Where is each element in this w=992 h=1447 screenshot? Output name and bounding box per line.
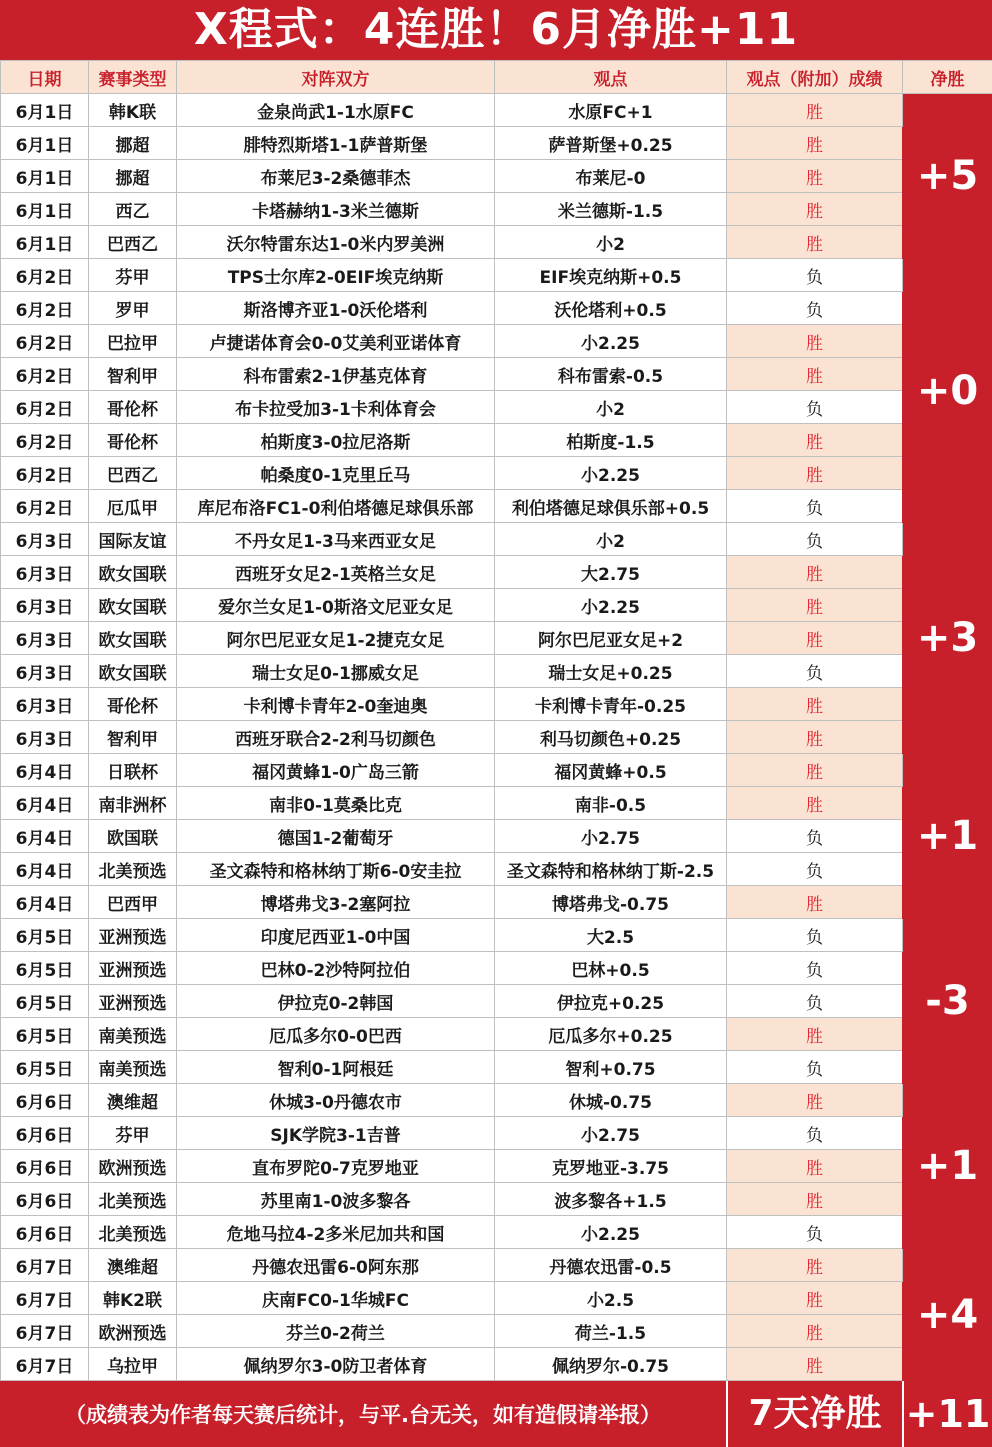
- table-row: [1, 787, 992, 820]
- cell-result: 胜: [727, 160, 903, 193]
- page-title: X程式：4连胜！6月净胜+11: [0, 0, 992, 60]
- table-row: [1, 1282, 992, 1315]
- cell-match: SJK学院3-1吉普: [177, 1117, 495, 1150]
- cell-result: 负: [727, 1117, 903, 1150]
- cell-date: 6月3日: [1, 556, 89, 589]
- cell-match: 瑞士女足0-1挪威女足: [177, 655, 495, 688]
- cell-result: 胜: [727, 589, 903, 622]
- cell-date: 6月6日: [1, 1117, 89, 1150]
- cell-pick: 小2.25: [495, 325, 727, 358]
- cell-result: 胜: [727, 193, 903, 226]
- cell-result: 胜: [727, 1249, 903, 1282]
- footer-bar: [0, 1381, 992, 1447]
- cell-match: 阿尔巴尼亚女足1-2捷克女足: [177, 622, 495, 655]
- cell-league: 韩K联: [89, 94, 177, 127]
- cell-pick: 瑞士女足+0.25: [495, 655, 727, 688]
- cell-result: 胜: [727, 886, 903, 919]
- cell-date: 6月1日: [1, 193, 89, 226]
- cell-league: 南美预选: [89, 1051, 177, 1084]
- cell-date: 6月3日: [1, 622, 89, 655]
- cell-result: 胜: [727, 226, 903, 259]
- day-net-value: +1: [903, 1084, 992, 1249]
- cell-league: 亚洲预选: [89, 952, 177, 985]
- cell-league: 韩K2联: [89, 1282, 177, 1315]
- cell-result: 负: [727, 1051, 903, 1084]
- table-row: [1, 1051, 992, 1084]
- cell-result: 负: [727, 655, 903, 688]
- table-row: [1, 754, 992, 787]
- cell-result: 胜: [727, 94, 903, 127]
- cell-result: 胜: [727, 1084, 903, 1117]
- table-row: [1, 1348, 992, 1381]
- cell-date: 6月3日: [1, 589, 89, 622]
- table-row: [1, 160, 992, 193]
- table-row: [1, 721, 992, 754]
- cell-pick: 南非-0.5: [495, 787, 727, 820]
- cell-result: 胜: [727, 1348, 903, 1381]
- cell-match: 德国1-2葡萄牙: [177, 820, 495, 853]
- cell-match: 布莱尼3-2桑德菲杰: [177, 160, 495, 193]
- cell-result: 胜: [727, 721, 903, 754]
- cell-pick: 利伯塔德足球俱乐部+0.5: [495, 490, 727, 523]
- cell-result: 负: [727, 259, 903, 292]
- cell-result: 胜: [727, 358, 903, 391]
- cell-result: 胜: [727, 754, 903, 787]
- cell-result: 负: [727, 952, 903, 985]
- header-pick: 观点: [495, 61, 727, 94]
- cell-date: 6月6日: [1, 1183, 89, 1216]
- table-row: [1, 325, 992, 358]
- cell-pick: 荷兰-1.5: [495, 1315, 727, 1348]
- cell-date: 6月2日: [1, 358, 89, 391]
- cell-date: 6月7日: [1, 1249, 89, 1282]
- cell-date: 6月1日: [1, 94, 89, 127]
- cell-result: 胜: [727, 556, 903, 589]
- day-net-value: +0: [903, 259, 992, 523]
- table-row: [1, 1084, 992, 1117]
- cell-match: TPS士尔库2-0EIF埃克纳斯: [177, 259, 495, 292]
- cell-pick: 小2.25: [495, 457, 727, 490]
- cell-match: 苏里南1-0波多黎各: [177, 1183, 495, 1216]
- table-row: [1, 391, 992, 424]
- cell-date: 6月2日: [1, 391, 89, 424]
- cell-league: 欧女国联: [89, 655, 177, 688]
- cell-date: 6月5日: [1, 1051, 89, 1084]
- cell-date: 6月6日: [1, 1216, 89, 1249]
- header-net: 净胜: [903, 61, 992, 94]
- cell-pick: 克罗地亚-3.75: [495, 1150, 727, 1183]
- cell-result: 胜: [727, 622, 903, 655]
- cell-match: 西班牙女足2-1英格兰女足: [177, 556, 495, 589]
- cell-pick: 福冈黄蜂+0.5: [495, 754, 727, 787]
- cell-league: 北美预选: [89, 1216, 177, 1249]
- footer-total-label: 7天净胜: [726, 1381, 902, 1447]
- cell-date: 6月5日: [1, 1018, 89, 1051]
- cell-pick: EIF埃克纳斯+0.5: [495, 259, 727, 292]
- cell-date: 6月7日: [1, 1348, 89, 1381]
- cell-date: 6月1日: [1, 127, 89, 160]
- table-row: [1, 589, 992, 622]
- cell-pick: 萨普斯堡+0.25: [495, 127, 727, 160]
- cell-match: 布卡拉受加3-1卡利体育会: [177, 391, 495, 424]
- cell-pick: 小2: [495, 523, 727, 556]
- cell-date: 6月5日: [1, 919, 89, 952]
- cell-league: 哥伦杯: [89, 391, 177, 424]
- header-result: 观点（附加）成绩: [727, 61, 903, 94]
- cell-match: 金泉尚武1-1水原FC: [177, 94, 495, 127]
- cell-league: 芬甲: [89, 1117, 177, 1150]
- cell-league: 哥伦杯: [89, 688, 177, 721]
- header-row: [1, 61, 992, 94]
- cell-pick: 小2: [495, 391, 727, 424]
- cell-date: 6月3日: [1, 721, 89, 754]
- cell-date: 6月3日: [1, 655, 89, 688]
- cell-match: 科布雷索2-1伊基克体育: [177, 358, 495, 391]
- cell-match: 库尼布洛FC1-0利伯塔德足球俱乐部: [177, 490, 495, 523]
- cell-league: 欧女国联: [89, 622, 177, 655]
- cell-league: 挪超: [89, 160, 177, 193]
- cell-match: 危地马拉4-2多米尼加共和国: [177, 1216, 495, 1249]
- cell-result: 胜: [727, 457, 903, 490]
- cell-match: 巴林0-2沙特阿拉伯: [177, 952, 495, 985]
- cell-pick: 小2: [495, 226, 727, 259]
- cell-match: 斯洛博齐亚1-0沃伦塔利: [177, 292, 495, 325]
- day-net-value: +4: [903, 1249, 992, 1381]
- cell-pick: 佩纳罗尔-0.75: [495, 1348, 727, 1381]
- cell-league: 南美预选: [89, 1018, 177, 1051]
- cell-date: 6月2日: [1, 292, 89, 325]
- cell-league: 智利甲: [89, 358, 177, 391]
- cell-pick: 博塔弗戈-0.75: [495, 886, 727, 919]
- cell-date: 6月2日: [1, 424, 89, 457]
- cell-league: 亚洲预选: [89, 985, 177, 1018]
- cell-league: 南非洲杯: [89, 787, 177, 820]
- cell-pick: 卡利博卡青年-0.25: [495, 688, 727, 721]
- cell-match: 庆南FC0-1华城FC: [177, 1282, 495, 1315]
- cell-match: 厄瓜多尔0-0巴西: [177, 1018, 495, 1051]
- cell-pick: 丹德农迅雷-0.5: [495, 1249, 727, 1282]
- cell-match: 圣文森特和格林纳丁斯6-0安圭拉: [177, 853, 495, 886]
- cell-league: 亚洲预选: [89, 919, 177, 952]
- table-row: [1, 952, 992, 985]
- table-row: [1, 490, 992, 523]
- cell-pick: 巴林+0.5: [495, 952, 727, 985]
- cell-date: 6月6日: [1, 1084, 89, 1117]
- cell-league: 厄瓜甲: [89, 490, 177, 523]
- cell-result: 负: [727, 292, 903, 325]
- cell-league: 挪超: [89, 127, 177, 160]
- cell-result: 负: [727, 1216, 903, 1249]
- table-row: [1, 457, 992, 490]
- cell-date: 6月7日: [1, 1315, 89, 1348]
- cell-date: 6月5日: [1, 985, 89, 1018]
- cell-match: 智利0-1阿根廷: [177, 1051, 495, 1084]
- cell-pick: 小2.25: [495, 1216, 727, 1249]
- table-row: [1, 688, 992, 721]
- table-row: [1, 1216, 992, 1249]
- cell-match: 福冈黄蜂1-0广岛三箭: [177, 754, 495, 787]
- cell-pick: 小2.25: [495, 589, 727, 622]
- cell-league: 欧女国联: [89, 556, 177, 589]
- cell-match: 博塔弗戈3-2塞阿拉: [177, 886, 495, 919]
- cell-pick: 小2.75: [495, 820, 727, 853]
- cell-match: 丹德农迅雷6-0阿东那: [177, 1249, 495, 1282]
- header-match: 对阵双方: [177, 61, 495, 94]
- day-net-value: +5: [903, 94, 992, 259]
- cell-league: 巴西甲: [89, 886, 177, 919]
- cell-pick: 大2.5: [495, 919, 727, 952]
- table-row: [1, 655, 992, 688]
- cell-pick: 波多黎各+1.5: [495, 1183, 727, 1216]
- cell-match: 芬兰0-2荷兰: [177, 1315, 495, 1348]
- cell-result: 负: [727, 523, 903, 556]
- cell-league: 日联杯: [89, 754, 177, 787]
- table-row: [1, 193, 992, 226]
- cell-date: 6月1日: [1, 226, 89, 259]
- cell-league: 智利甲: [89, 721, 177, 754]
- cell-match: 爱尔兰女足1-0斯洛文尼亚女足: [177, 589, 495, 622]
- cell-league: 巴拉甲: [89, 325, 177, 358]
- cell-match: 伊拉克0-2韩国: [177, 985, 495, 1018]
- cell-match: 腓特烈斯塔1-1萨普斯堡: [177, 127, 495, 160]
- table-row: [1, 292, 992, 325]
- cell-date: 6月3日: [1, 688, 89, 721]
- cell-pick: 利马切颜色+0.25: [495, 721, 727, 754]
- cell-date: 6月4日: [1, 754, 89, 787]
- cell-match: 直布罗陀0-7克罗地亚: [177, 1150, 495, 1183]
- cell-match: 卡塔赫纳1-3米兰德斯: [177, 193, 495, 226]
- cell-pick: 大2.75: [495, 556, 727, 589]
- footer-total-value: +11: [902, 1381, 992, 1447]
- cell-result: 胜: [727, 688, 903, 721]
- cell-pick: 智利+0.75: [495, 1051, 727, 1084]
- table-row: [1, 523, 992, 556]
- header-date: 日期: [1, 61, 89, 94]
- table-row: [1, 424, 992, 457]
- results-body: [1, 94, 992, 1381]
- table-row: [1, 1315, 992, 1348]
- cell-match: 南非0-1莫桑比克: [177, 787, 495, 820]
- cell-date: 6月6日: [1, 1150, 89, 1183]
- table-row: [1, 622, 992, 655]
- cell-date: 6月7日: [1, 1282, 89, 1315]
- cell-league: 芬甲: [89, 259, 177, 292]
- cell-result: 胜: [727, 1183, 903, 1216]
- day-net-value: +3: [903, 523, 992, 754]
- cell-match: 卢捷诺体育会0-0艾美利亚诺体育: [177, 325, 495, 358]
- cell-date: 6月4日: [1, 820, 89, 853]
- cell-match: 沃尔特雷东达1-0米内罗美洲: [177, 226, 495, 259]
- table-row: [1, 1018, 992, 1051]
- table-row: [1, 358, 992, 391]
- cell-result: 胜: [727, 424, 903, 457]
- cell-league: 罗甲: [89, 292, 177, 325]
- cell-league: 欧女国联: [89, 589, 177, 622]
- cell-pick: 小2.75: [495, 1117, 727, 1150]
- table-row: [1, 259, 992, 292]
- cell-league: 巴西乙: [89, 457, 177, 490]
- cell-pick: 米兰德斯-1.5: [495, 193, 727, 226]
- cell-pick: 伊拉克+0.25: [495, 985, 727, 1018]
- cell-result: 胜: [727, 127, 903, 160]
- cell-result: 胜: [727, 787, 903, 820]
- cell-league: 欧国联: [89, 820, 177, 853]
- cell-result: 负: [727, 490, 903, 523]
- cell-date: 6月3日: [1, 523, 89, 556]
- day-net-value: +1: [903, 754, 992, 919]
- table-row: [1, 556, 992, 589]
- cell-pick: 圣文森特和格林纳丁斯-2.5: [495, 853, 727, 886]
- cell-date: 6月1日: [1, 160, 89, 193]
- cell-date: 6月2日: [1, 325, 89, 358]
- cell-league: 西乙: [89, 193, 177, 226]
- cell-result: 负: [727, 820, 903, 853]
- cell-date: 6月5日: [1, 952, 89, 985]
- cell-match: 不丹女足1-3马来西亚女足: [177, 523, 495, 556]
- table-row: [1, 1150, 992, 1183]
- cell-match: 西班牙联合2-2利马切颜色: [177, 721, 495, 754]
- cell-result: 负: [727, 919, 903, 952]
- header-league: 赛事类型: [89, 61, 177, 94]
- cell-match: 印度尼西亚1-0中国: [177, 919, 495, 952]
- cell-match: 休城3-0丹德农市: [177, 1084, 495, 1117]
- table-row: [1, 1249, 992, 1282]
- cell-date: 6月2日: [1, 457, 89, 490]
- cell-pick: 水原FC+1: [495, 94, 727, 127]
- cell-date: 6月4日: [1, 886, 89, 919]
- cell-match: 柏斯度3-0拉尼洛斯: [177, 424, 495, 457]
- cell-date: 6月2日: [1, 490, 89, 523]
- table-row: [1, 919, 992, 952]
- cell-league: 北美预选: [89, 1183, 177, 1216]
- cell-date: 6月2日: [1, 259, 89, 292]
- footer-note: （成绩表为作者每天赛后统计，与平.台无关，如有造假请举报）: [65, 1403, 661, 1427]
- cell-league: 澳维超: [89, 1249, 177, 1282]
- cell-result: 胜: [727, 1282, 903, 1315]
- cell-pick: 布莱尼-0: [495, 160, 727, 193]
- cell-result: 胜: [727, 1018, 903, 1051]
- cell-pick: 柏斯度-1.5: [495, 424, 727, 457]
- table-row: [1, 1117, 992, 1150]
- cell-league: 国际友谊: [89, 523, 177, 556]
- day-net-value: -3: [903, 919, 992, 1084]
- table-row: [1, 94, 992, 127]
- cell-league: 乌拉甲: [89, 1348, 177, 1381]
- cell-pick: 阿尔巴尼亚女足+2: [495, 622, 727, 655]
- cell-pick: 休城-0.75: [495, 1084, 727, 1117]
- cell-date: 6月4日: [1, 853, 89, 886]
- table-row: [1, 1183, 992, 1216]
- cell-result: 胜: [727, 1315, 903, 1348]
- table-row: [1, 820, 992, 853]
- cell-result: 负: [727, 391, 903, 424]
- cell-match: 卡利博卡青年2-0奎迪奥: [177, 688, 495, 721]
- cell-date: 6月4日: [1, 787, 89, 820]
- cell-pick: 厄瓜多尔+0.25: [495, 1018, 727, 1051]
- cell-league: 欧洲预选: [89, 1150, 177, 1183]
- cell-league: 北美预选: [89, 853, 177, 886]
- cell-league: 欧洲预选: [89, 1315, 177, 1348]
- cell-league: 哥伦杯: [89, 424, 177, 457]
- cell-result: 胜: [727, 1150, 903, 1183]
- table-row: [1, 886, 992, 919]
- cell-match: 佩纳罗尔3-0防卫者体育: [177, 1348, 495, 1381]
- cell-result: 负: [727, 853, 903, 886]
- cell-league: 澳维超: [89, 1084, 177, 1117]
- cell-result: 负: [727, 985, 903, 1018]
- table-row: [1, 985, 992, 1018]
- cell-pick: 科布雷索-0.5: [495, 358, 727, 391]
- cell-league: 巴西乙: [89, 226, 177, 259]
- table-row: [1, 127, 992, 160]
- results-table: [0, 60, 992, 1381]
- cell-match: 帕桑度0-1克里丘马: [177, 457, 495, 490]
- cell-pick: 小2.5: [495, 1282, 727, 1315]
- table-row: [1, 226, 992, 259]
- cell-pick: 沃伦塔利+0.5: [495, 292, 727, 325]
- table-row: [1, 853, 992, 886]
- cell-result: 胜: [727, 325, 903, 358]
